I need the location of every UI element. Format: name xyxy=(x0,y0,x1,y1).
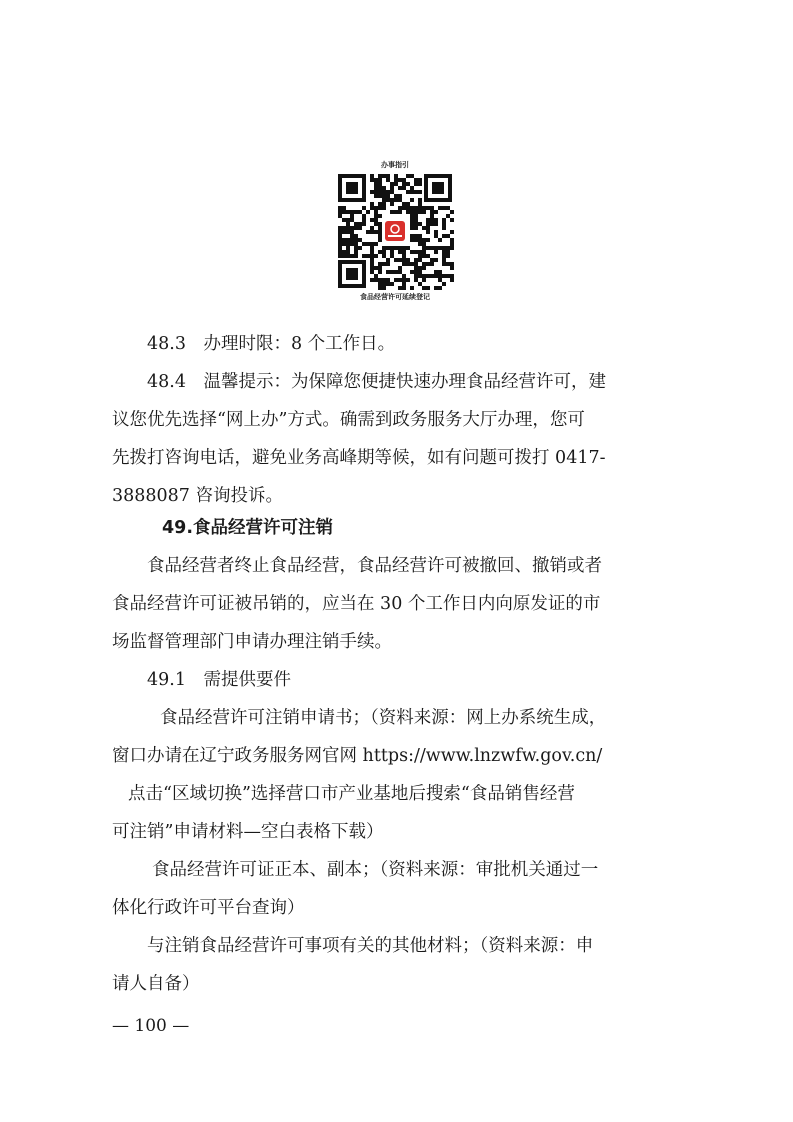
text-line-48-3: 48.3 办理时限：8 个工作日。 xyxy=(147,334,396,354)
text-line: 可注销”申请材料—空白表格下载） xyxy=(112,822,384,842)
text-line: 食品经营许可注销申请书；（资料来源：网上办系统生成， xyxy=(160,708,607,728)
text-line: 先拨打咨询电话，避免业务高峰期等候，如有问题可拨打 0417- xyxy=(112,448,606,468)
text-line: 请人自备） xyxy=(112,974,200,994)
text-line-url: 窗口办请在辽宁政务服务网官网 https://www.lnzwfw.gov.cn/ xyxy=(112,746,603,766)
text-line: 点击“区域切换”选择营口市产业基地后搜索“食品销售经营 xyxy=(128,784,575,804)
text-line: 3888087 咨询投诉。 xyxy=(112,486,284,506)
section-heading-49: 49.食品经营许可注销 xyxy=(162,518,334,538)
text-line: 议您优先选择“网上办”方式。确需到政务服务大厅办理，您可 xyxy=(112,410,585,430)
text-line: 食品经营许可证被吊销的，应当在 30 个工作日内向原发证的市 xyxy=(112,594,601,614)
text-line: 与注销食品经营许可事项有关的其他材料；（资料来源：申 xyxy=(147,936,594,956)
qr-title: 办事指引 xyxy=(381,161,409,169)
page-number: — 100 — xyxy=(112,1016,190,1036)
text-line-48-4: 48.4 温馨提示：为保障您便捷快速办理食品经营许可，建 xyxy=(147,372,606,392)
subheading-49-1: 49.1 需提供要件 xyxy=(147,670,291,690)
text-line: 食品经营者终止食品经营，食品经营许可被撤回、撤销或者 xyxy=(147,556,602,576)
qr-code-image xyxy=(336,172,454,290)
qr-code-block xyxy=(330,160,460,302)
qr-caption: 食品经营许可延续登记 xyxy=(360,293,430,301)
text-line: 场监督管理部门申请办理注销手续。 xyxy=(112,632,392,652)
text-line: 食品经营许可证正本、副本；（资料来源：审批机关通过一 xyxy=(152,860,599,880)
text-line: 体化行政许可平台查询） xyxy=(112,898,305,918)
